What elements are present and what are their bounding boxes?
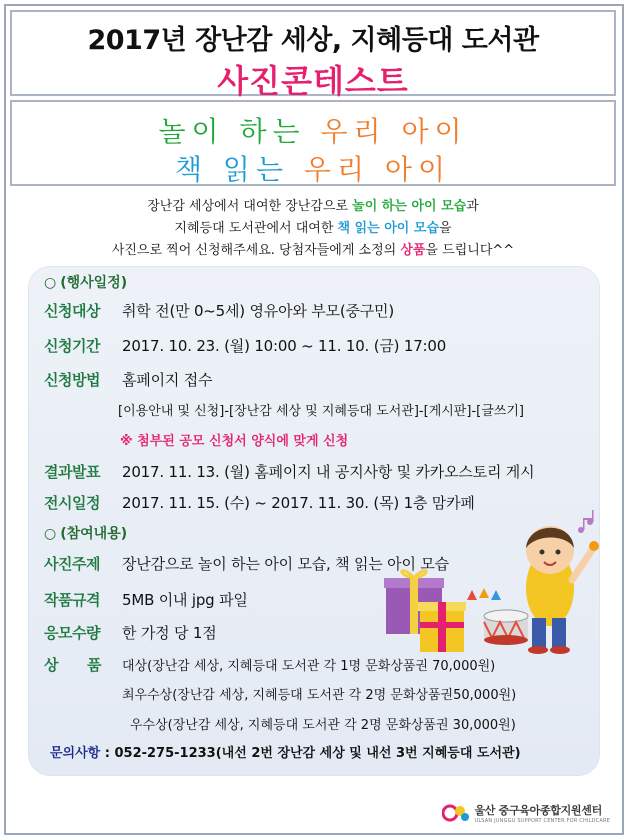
method-note: ※ 첨부된 공모 신청서 양식에 맞게 신청 — [120, 434, 349, 449]
intro-1c: 과 — [466, 199, 479, 214]
intro-3b: 상품 — [400, 243, 426, 258]
bullet-icon: ○ — [44, 275, 57, 291]
period-value: 2017. 10. 23. (월) 10:00 ~ 11. 10. (금) 17:00 — [122, 337, 447, 355]
music-note-icon — [578, 510, 594, 533]
exhibit-label: 전시일정 — [44, 494, 100, 512]
intro-line-3 — [10, 240, 616, 262]
child-icon — [526, 526, 599, 654]
slogan-1-part-b: 우리 아이 — [320, 115, 468, 148]
page-title: 2017년 장난감 세상, 지혜등대 도서관 — [87, 25, 539, 56]
org-logo-icon — [442, 802, 470, 824]
intro-1b: 놀이 하는 아이 모습 — [352, 199, 467, 214]
method-value: 홈페이지 접수 — [122, 371, 213, 389]
intro-2c: 을 — [439, 221, 452, 236]
org-logo — [442, 801, 610, 825]
poster-header — [10, 10, 616, 100]
spec-value: 5MB 이내 jpg 파일 — [122, 591, 248, 609]
result-label: 결과발표 — [44, 463, 100, 481]
drum-icon — [484, 610, 528, 645]
period-label: 신청기간 — [44, 337, 100, 355]
result-value: 2017. 11. 13. (월) 홈페이지 내 공지사항 및 카카오스토리 게시 — [122, 463, 535, 481]
intro-2b: 책 읽는 아이 모습 — [337, 221, 439, 236]
slogan-2-part-b: 우리 아이 — [303, 153, 452, 186]
target-label: 신청대상 — [44, 302, 100, 320]
intro-text — [10, 196, 616, 262]
page-subtitle: 사진콘테스트 — [217, 62, 409, 100]
org-name: 울산 중구육아종합지원센터 — [474, 804, 602, 817]
contact-value: : 052-275-1233(내선 2번 장난감 세상 및 내선 3번 지혜등대 도서관) — [100, 746, 521, 761]
gift-box-icon — [418, 602, 466, 652]
method-path: [이용안내 및 신청]-[장난감 세상 및 지혜등대 도서관]-[게시판]-[글쓰기] — [118, 404, 524, 419]
intro-line-1 — [10, 196, 616, 218]
prize-label: 상 품 — [44, 656, 101, 674]
method-label: 신청방법 — [44, 371, 100, 389]
exhibit-value: 2017. 11. 15. (수) ~ 2017. 11. 30. (목) 1층 맘카페 — [122, 494, 475, 512]
slogan-box — [10, 100, 616, 186]
slogan-line-2 — [12, 148, 614, 188]
section-schedule-heading — [44, 272, 127, 292]
intro-1a: 장난감 세상에서 대여한 장난감으로 — [147, 199, 353, 214]
target-value: 취학 전(만 0~5세) 영유아와 부모(중구민) — [122, 302, 394, 320]
org-logo-text — [474, 802, 610, 824]
intro-line-2 — [10, 218, 616, 240]
prize-merit: 우수상(장난감 세상, 지혜등대 도서관 각 2명 문화상품권 30,000원) — [130, 718, 516, 733]
contact-line — [50, 742, 521, 761]
slogan-1-part-a: 놀이 하는 — [158, 115, 321, 148]
slogan-line-1 — [12, 110, 614, 150]
section-content-heading — [44, 523, 127, 543]
child-with-gifts-illustration — [380, 508, 610, 673]
prize-excellence: 최우수상(장난감 세상, 지혜등대 도서관 각 2명 문화상품권50,000원) — [122, 688, 517, 703]
section-title: (참여내용) — [60, 526, 128, 542]
qty-label: 응모수량 — [44, 624, 100, 642]
intro-2a: 지혜등대 도서관에서 대여한 — [174, 221, 338, 236]
theme-value: 장난감으로 놀이 하는 아이 모습, 책 읽는 아이 모습 — [122, 555, 449, 573]
intro-3a: 사진으로 찍어 신청해주세요. 당첨자들에게 소정의 — [111, 243, 401, 258]
slogan-2-part-a: 책 읽는 — [174, 153, 304, 186]
theme-label: 사진주제 — [44, 555, 100, 573]
prize-grand: 대상(장난감 세상, 지혜등대 도서관 각 1명 문화상품권 70,000원) — [122, 659, 496, 674]
contact-label: 문의사항 — [50, 746, 101, 761]
org-subname: ULSAN JUNGGU SUPPORT CENTER FOR CHILDCARE — [474, 818, 610, 824]
qty-value: 한 가정 당 1점 — [122, 624, 217, 642]
spec-label: 작품규격 — [44, 591, 100, 609]
bell-icon — [467, 588, 501, 600]
section-title: (행사일정) — [60, 275, 128, 291]
bullet-icon: ○ — [44, 526, 57, 542]
intro-3c: 을 드립니다^^ — [425, 243, 515, 258]
